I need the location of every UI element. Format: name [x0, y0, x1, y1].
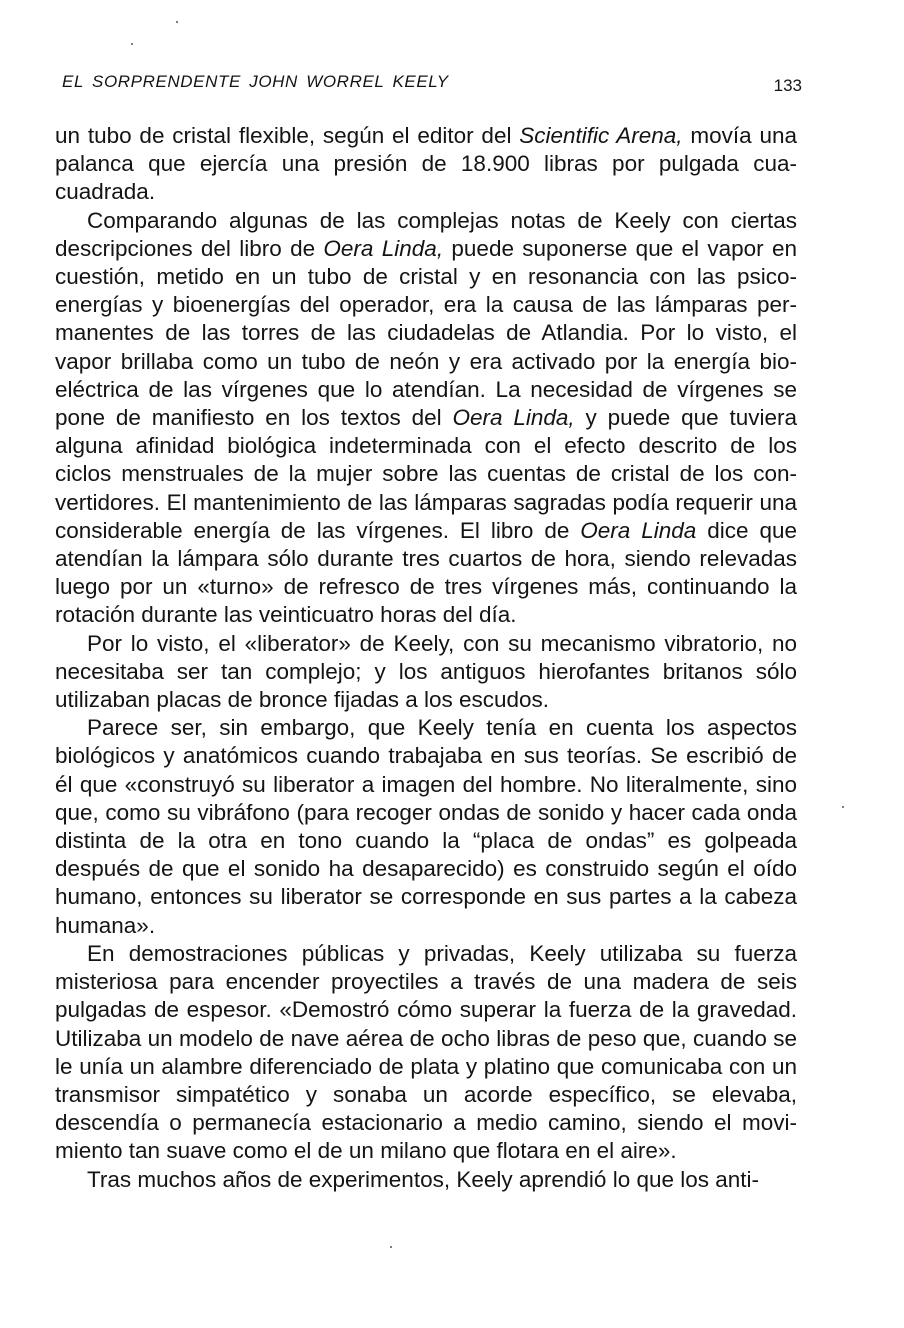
running-head — [62, 72, 802, 96]
body-text — [55, 122, 797, 1194]
italic-title: Oera Linda — [580, 517, 697, 543]
paragraph — [55, 207, 797, 630]
scan-speck — [176, 21, 178, 23]
text-run: En demostraciones públicas y privadas, Keely utilizaba su fuerza misteriosa para encender proyectiles a través de una madera de seis pulgadas de espesor. «Demostró cómo superar la fuerza de la gravedad. Utilizaba un modelo de nave aérea de ocho libras de peso que, cuando se le unía un alambre diferenciado de plata y platino que comunicaba con un transmisor simpatético y sonaba un acorde específico, se elevaba, descendía o permanecía estacionario a medio camino, siendo el movimiento tan suave como el de un milano que flotara en el aire». — [55, 940, 797, 1164]
italic-title: Oera Linda, — [323, 235, 444, 261]
text-run: un tubo de cristal flexible, según el editor del — [55, 123, 520, 148]
paragraph — [55, 940, 797, 1166]
text-run: Parece ser, sin embargo, que Keely tenía en cuenta los aspectos biológicos y anatómicos cuando trabajaba en sus teorías. Se escribió de él que «construyó su liberator a imagen del hombre. No literalmente, sino que, como su vibráfono (para recoger ondas de sonido y hacer cada onda distinta de la otra en tono cuando la “placa de ondas” es golpeada después de que el sonido ha desaparecido) es construido según el oído humano, entonces su liberator se corresponde en sus partes a la cabeza humana». — [55, 715, 797, 938]
text-run: puede suponerse que el vapor en cuestión, metido en un tubo de cristal y en resonancia con las psicoenergías y bioenergías del operador, era la causa de las lámparas permanentes de las torres de las ciudadelas de Atlandia. Por lo visto, el vapor brillaba como un tubo de neón y era activado por la energía bioeléctrica de las vírgenes que lo atendían. La necesidad de vírgenes se pone de manifiesto en los textos del — [55, 235, 797, 431]
text-run: Por lo visto, el «liberator» de Keely, con su mecanismo vibratorio, no necesitaba ser tan complejo; y los antiguos hierofantes britanos sólo utilizaban placas de bronce fijadas a los escudos. — [55, 630, 797, 713]
running-title: EL SORPRENDENTE JOHN WORREL KEELY — [62, 72, 449, 91]
text-run: y puede que tuviera alguna afinidad biológica indeterminada con el efecto descrito de los ciclos menstruales de la mujer sobre las cuentas de cristal de los convertidores. El mantenimiento de las lámparas sagradas podía requerir una considerable energía de las vírgenes. El libro de — [55, 405, 797, 543]
italic-title: Scientific Arena, — [519, 123, 683, 148]
text-run: dice que atendían la lámpara sólo durante tres cuartos de hora, siendo relevadas luego por un «turno» de refresco de tres vírgenes más, continuando la rotación durante las veinticuatro horas del día. — [55, 517, 798, 628]
scan-speck — [390, 1246, 392, 1248]
italic-title: Oera Linda, — [452, 405, 575, 431]
text-run: Tras muchos años de experimentos, Keely aprendió lo que los anti- — [87, 1166, 760, 1192]
text-run: Comparando algunas de las complejas notas de Keely con ciertas descripciones del libro de — [55, 207, 797, 261]
paragraph — [55, 714, 797, 940]
scan-speck — [842, 806, 844, 808]
page-number: 133 — [773, 76, 802, 95]
paragraph — [55, 122, 797, 207]
paragraph — [55, 630, 797, 715]
paragraph — [55, 1166, 797, 1194]
scan-speck — [131, 43, 133, 45]
text-run: movía una palanca que ejercía una presión de 18.900 libras por pulgada cuacuadrada. — [55, 123, 797, 205]
